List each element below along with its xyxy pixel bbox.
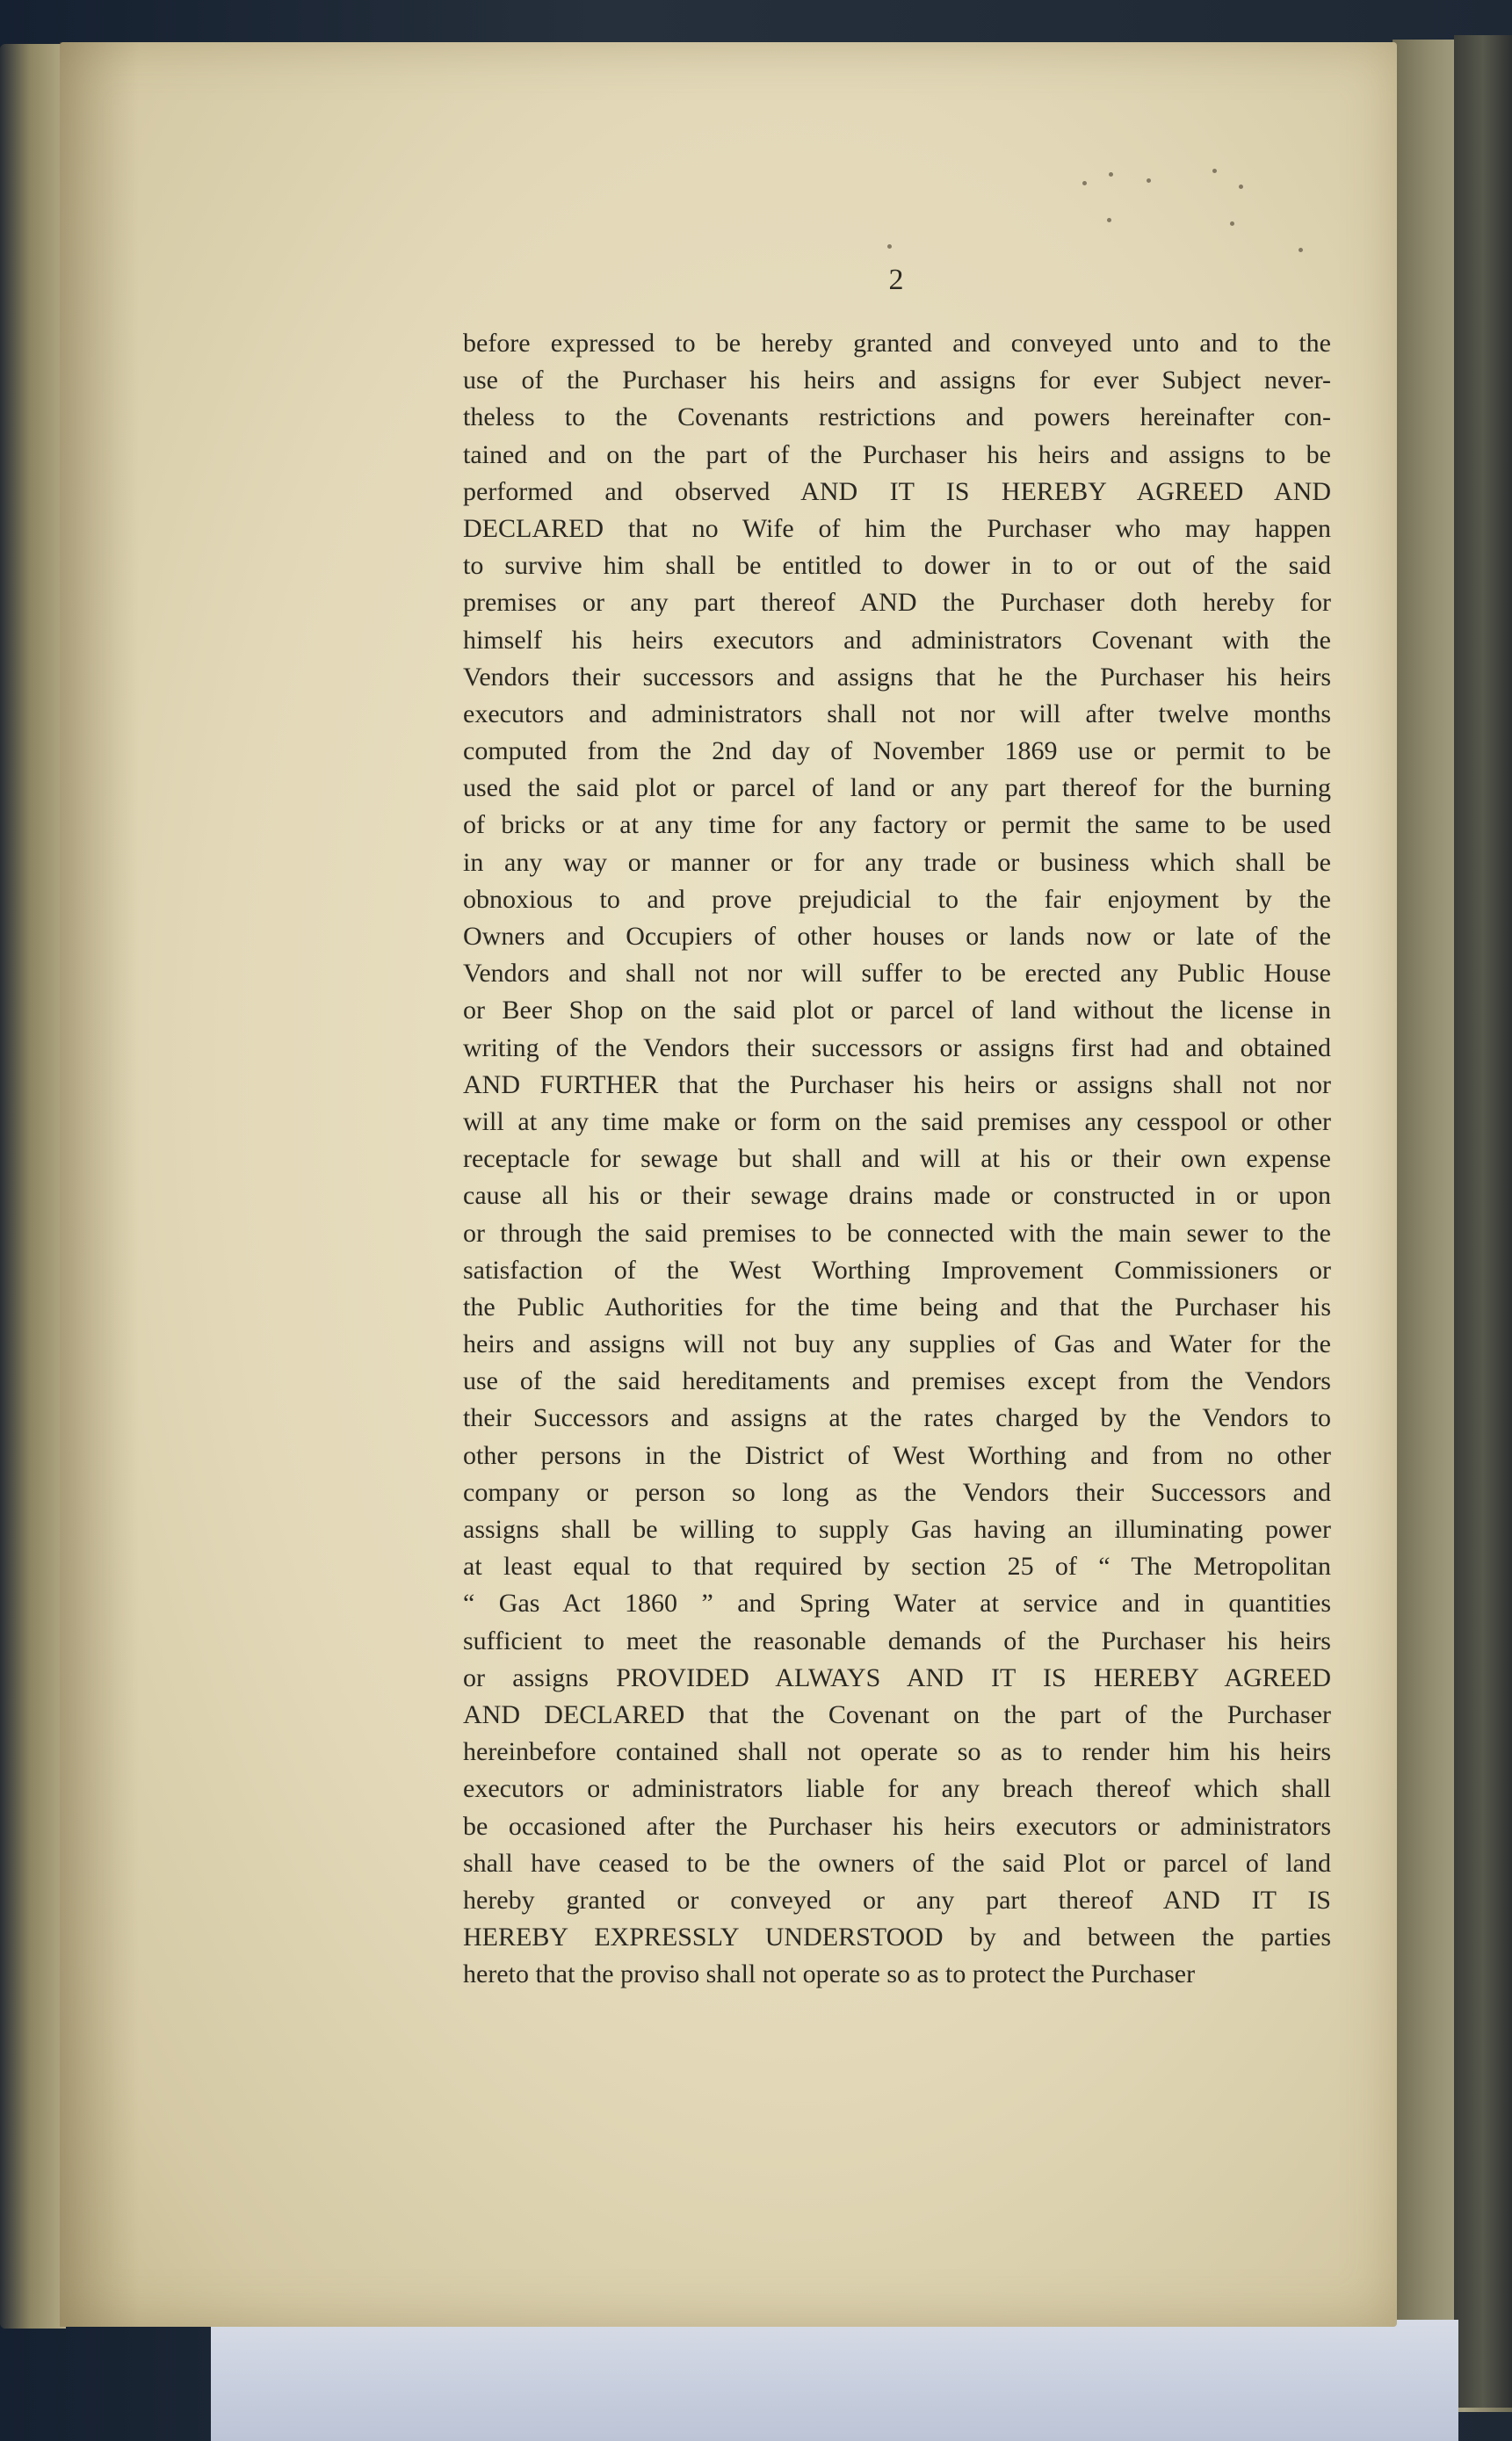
text-line: premises or any part thereof AND the Purchaser doth hereby for <box>463 588 1331 618</box>
text-line: or assigns PROVIDED ALWAYS AND IT IS HEREBY AGREED <box>463 1662 1331 1692</box>
text-line: sufficient to meet the reasonable demands of the Purchaser his heirs <box>463 1626 1331 1655</box>
text-line: or through the said premises to be connected with the main sewer to the <box>463 1218 1331 1248</box>
foxing-speck <box>1109 172 1113 177</box>
foxing-speck <box>1239 185 1243 189</box>
text-line: hereinbefore contained shall not operate so as to render him his heirs <box>463 1737 1331 1767</box>
scanner-bed-strip <box>211 2320 1458 2441</box>
deed-body-text <box>463 325 1331 1993</box>
text-line: AND DECLARED that the Covenant on the part of the Purchaser <box>463 1699 1331 1729</box>
text-line: “ Gas Act 1860 ” and Spring Water at service and in quantities <box>463 1589 1331 1619</box>
page-number: 2 <box>888 264 904 296</box>
text-line: will at any time make or form on the said premises any cesspool or other <box>463 1106 1331 1136</box>
text-line: satisfaction of the West Worthing Improvement Commissioners or <box>463 1255 1331 1285</box>
text-line: at least equal to that required by section 25 of “ The Metropolitan <box>463 1552 1331 1582</box>
text-line: AND FURTHER that the Purchaser his heirs or assigns shall not nor <box>463 1069 1331 1099</box>
book-cover-edge <box>1454 35 1512 2408</box>
text-line: DECLARED that no Wife of him the Purchaser who may happen <box>463 513 1331 543</box>
text-line: in any way or manner or for any trade or business which shall be <box>463 847 1331 877</box>
foxing-speck <box>1299 248 1303 252</box>
text-line: be occasioned after the Purchaser his heirs executors or administrators <box>463 1811 1331 1841</box>
foxing-speck <box>1082 181 1087 185</box>
text-line: Vendors their successors and assigns that he the Purchaser his heirs <box>463 662 1331 692</box>
text-line: theless to the Covenants restrictions and powers hereinafter con- <box>463 402 1331 432</box>
text-line: their Successors and assigns at the rates charged by the Vendors to <box>463 1403 1331 1433</box>
foxing-speck <box>1212 169 1217 173</box>
text-line: executors and administrators shall not nor will after twelve months <box>463 699 1331 728</box>
page-gutter-shadow <box>60 42 139 2327</box>
text-line: shall have ceased to be the owners of the said Plot or parcel of land <box>463 1848 1331 1878</box>
text-line: of bricks or at any time for any factory or permit the same to be used <box>463 810 1331 840</box>
foxing-speck <box>1230 221 1234 226</box>
text-line: hereby granted or conveyed or any part thereof AND IT IS <box>463 1885 1331 1915</box>
text-line: use of the Purchaser his heirs and assigns for ever Subject never- <box>463 366 1331 395</box>
text-line: before expressed to be hereby granted and conveyed unto and to the <box>463 329 1331 358</box>
foxing-speck <box>887 244 892 249</box>
foxing-speck <box>1107 218 1111 222</box>
text-line: Vendors and shall not nor will suffer to be erected any Public House <box>463 959 1331 989</box>
book-binding-edge <box>0 44 66 2329</box>
text-line: obnoxious to and prove prejudicial to the fair enjoyment by the <box>463 884 1331 914</box>
text-line: to survive him shall be entitled to dower in to or out of the said <box>463 551 1331 581</box>
text-line: performed and observed AND IT IS HEREBY AGREED AND <box>463 476 1331 506</box>
text-line: computed from the 2nd day of November 1869 use or permit to be <box>463 736 1331 766</box>
text-line: heirs and assigns will not buy any supplies of Gas and Water for the <box>463 1329 1331 1359</box>
text-line: company or person so long as the Vendors their Successors and <box>463 1477 1331 1507</box>
text-line: used the said plot or parcel of land or any part thereof for the burning <box>463 773 1331 803</box>
text-line: or Beer Shop on the said plot or parcel of land without the license in <box>463 996 1331 1025</box>
text-line: HEREBY EXPRESSLY UNDERSTOOD by and between the parties <box>463 1923 1331 1952</box>
text-line: Owners and Occupiers of other houses or lands now or late of the <box>463 922 1331 951</box>
text-line: executors or administrators liable for any breach thereof which shall <box>463 1774 1331 1804</box>
text-line: receptacle for sewage but shall and will at his or their own expense <box>463 1144 1331 1174</box>
text-line: cause all his or their sewage drains made or constructed in or upon <box>463 1181 1331 1211</box>
text-line: other persons in the District of West Worthing and from no other <box>463 1440 1331 1470</box>
text-line: hereto that the proviso shall not operate so as to protect the Purchaser <box>463 1959 1196 1989</box>
text-line: the Public Authorities for the time being and that the Purchaser his <box>463 1292 1331 1322</box>
text-line: tained and on the part of the Purchaser his heirs and assigns to be <box>463 439 1331 469</box>
text-line: use of the said hereditaments and premises except from the Vendors <box>463 1366 1331 1396</box>
text-line: assigns shall be willing to supply Gas having an illuminating power <box>463 1515 1331 1544</box>
text-line: writing of the Vendors their successors or assigns first had and obtained <box>463 1032 1331 1062</box>
foxing-speck <box>1147 178 1151 183</box>
text-line: himself his heirs executors and administrators Covenant with the <box>463 625 1331 655</box>
